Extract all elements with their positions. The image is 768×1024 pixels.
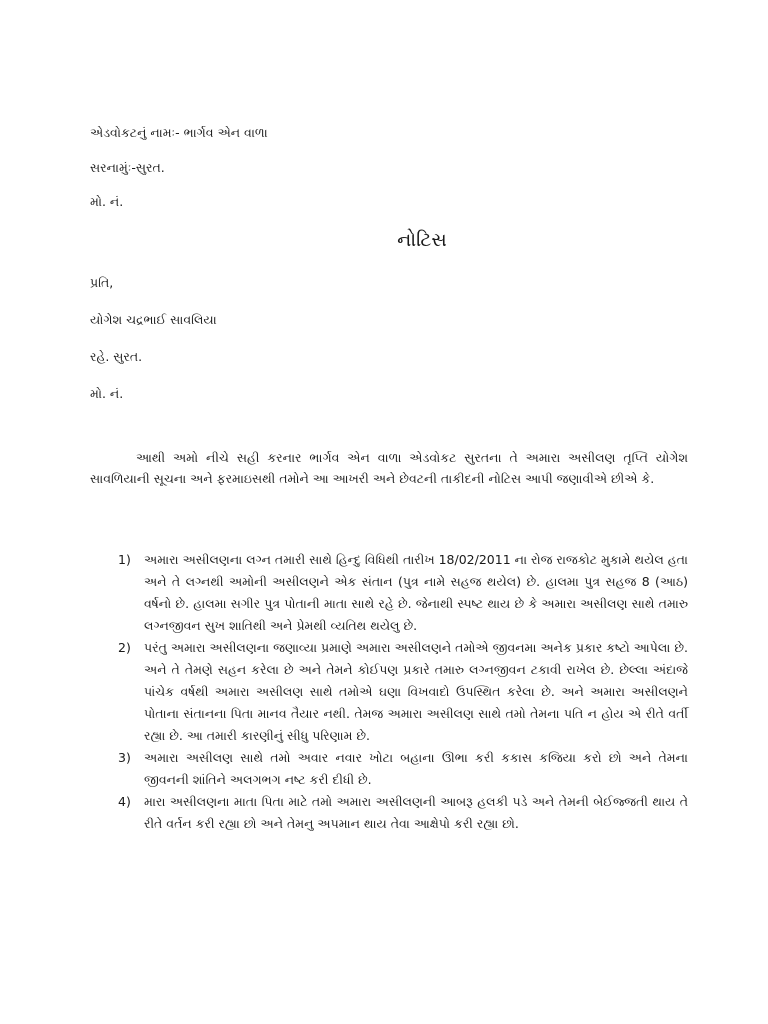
intro-paragraph: આથી અમો નીચે સહી કરનાર ભાર્ગવ એન વાળા એડવોકટ સુરતના તે અમારા અસીલણ તૃપ્તિ યોગેશ સાવળિયાની સૂચના અને ફરમાઇસથી તમોને આ આખરી અને છેવટની તાકીદની નોટિસ આપી જણાવીએ છીએ કે. (90, 450, 688, 486)
point-text: મારા અસીલણના માતા પિતા માટે તમો અમારા અસીલણની આબરૂ હલકી પડે અને તેમની બેઈજ્જતી થાય તે રીતે વર્તન કરી રહ્યા છો અને તેમનુ અપમાન થાય તેવા આક્ષેપો કરી રહ્યા છો. (144, 794, 688, 831)
list-item (90, 791, 688, 835)
point-text: અમારા અસીલણ સાથે તમો અવાર નવાર ખોટા બહાના ઊભા કરી કકાસ કજિયા કરો છો અને તેમના જીવનની શાંતિને અલગભગ નષ્ટ કરી દીધી છે. (144, 750, 688, 787)
list-item (90, 637, 688, 747)
recipient-mobile: મો. નં. (90, 386, 124, 401)
list-item (90, 747, 688, 791)
point-text: પરંતુ અમારા અસીલણના જણાવ્યા પ્રમાણે અમારા અસીલણને તમોએ જીવનમા અનેક પ્રકાર કષ્ટો આપેલા છે. અને તે તેમણે સહન કરેલા છે અને તેમને કોઈપણ પ્રકારે તમારુ લગ્નજીવન ટકાવી રાખેલ છે. છેલ્લા અંદાજે પાંચેક વર્ષથી અમારા અસીલણ સાથે તમોએ ઘણા વિખવાદો ઉપસ્થિત કરેલા છે. અને અમારા અસીલણને પોતાના સંતાનના પિતા માનવ તૈયાર નથી. તેમજ અમારા અસીલણ સાથે તમો તેમના પતિ ન હોય એ રીતે વર્તી રહ્યા છે. આ તમારી કારણીનું સીધુ પરિણામ છે. (144, 640, 688, 743)
list-item (90, 549, 688, 637)
point-number: 2) (118, 640, 131, 655)
recipient-to: પ્રતિ, (90, 275, 114, 290)
recipient-name: યોગેશ ચદ્રભાઈ સાવલિયા (90, 312, 217, 327)
recipient-residence: રહે. સુરત. (90, 349, 143, 364)
point-text: અમારા અસીલણના લગ્ન તમારી સાથે હિન્દુ વિધિથી તારીખ 18/02/2011 ના રોજ રાજકોટ મુકામે થયેલ હતા અને તે લગ્નથી અમોની અસીલણને એક સંતાન (પુત્ર નામે સહજ થયેલ) છે. હાલમા પુત્ર સહજ 8 (આઠ) વર્ષનો છે. હાલમા સગીર પુત્ર પોતાની માતા સાથે રહે છે. જેનાથી સ્પષ્ટ થાય છે કે અમારા અસીલણ સાથે તમારુ લગ્નજીવન સુખ શાતિથી અને પ્રેમથી વ્યતિથ થયેલુ છે. (144, 552, 688, 633)
point-number: 4) (118, 794, 131, 809)
point-number: 1) (118, 552, 131, 567)
notice-points (90, 549, 688, 835)
notice-title: નોટિસ (397, 229, 447, 251)
advocate-mobile: મો. નં. (90, 194, 124, 209)
point-number: 3) (118, 750, 131, 765)
advocate-name: એડવોકટનું નામઃ- ભાર્ગવ એન વાળા (90, 125, 268, 140)
advocate-address: સરનામુંઃ-સુરત. (90, 160, 165, 175)
